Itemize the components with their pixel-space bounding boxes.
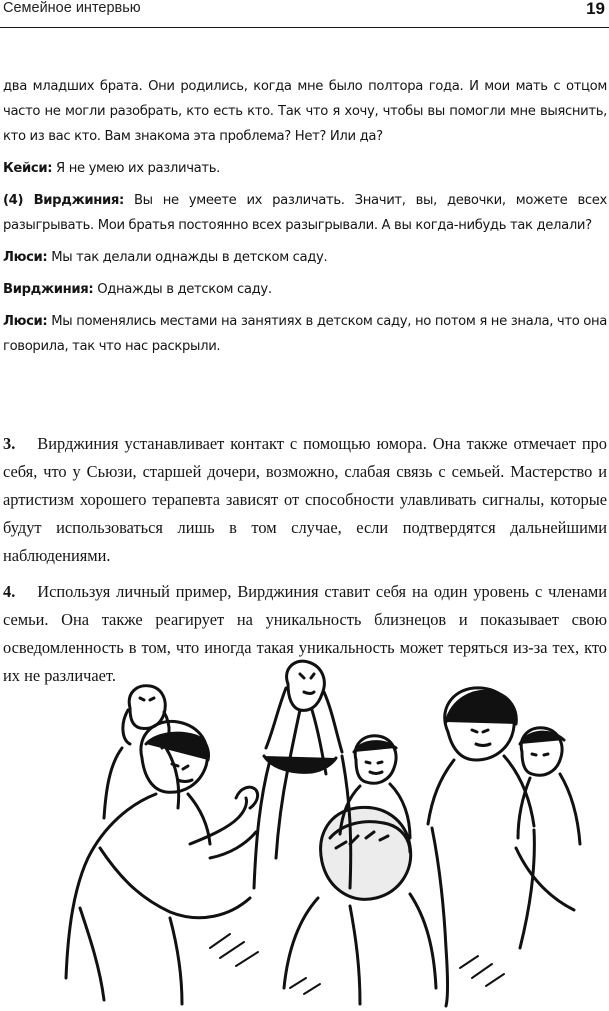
commentary-paragraph (3, 430, 607, 570)
speaker-name: Люси: (3, 314, 48, 329)
therapist-figure (66, 721, 258, 1004)
dialogue-line (3, 245, 607, 270)
speaker-name: Люси: (3, 250, 48, 265)
dialogue-line (3, 277, 607, 302)
section-title: Семейное интервью (3, 0, 141, 16)
note-number: 4. (3, 582, 16, 601)
dialogue-line (3, 188, 607, 238)
dialogue-text: Я не умею их различать. (56, 161, 220, 176)
running-head (0, 0, 609, 28)
dialogue-text: Мы так делали однажды в детском саду. (51, 250, 328, 265)
note-number: 3. (3, 434, 16, 453)
dialogue-text: Вы не умеете их различать. Значит, вы, девочки, можете всех разыгрывать. Мои братья постоянно всех разыгрывали. А вы когда-нибудь так делали? (3, 193, 608, 233)
speaker-name: Кейси: (3, 161, 53, 176)
dialogue-transcript (3, 74, 607, 366)
dialogue-text: Однажды в детском саду. (97, 282, 272, 297)
speaker-name: (4) Вирджиния: (3, 193, 124, 208)
dialogue-text: два младших брата. Они родились, когда мне было полтора года. И мои мать с отцом часто не могли разобрать, кто есть кто. Так что я хочу, чтобы вы помогли мне выяснить, кто из вас кто. Вам знакома эта проблема? Нет? Или да? (3, 79, 607, 144)
page-number: 19 (586, 0, 605, 18)
seated-man-right-figure (428, 688, 534, 1006)
note-text: Используя личный пример, Вирджиния ставит себя на один уровень с членами семьи. Она также реагирует на уникальность близнецов и показывает свою осведомленность в том, что иногда такая уникальность может теряться из-за тех, кто их не различает. (3, 582, 607, 685)
speaker-name: Вирджиния: (3, 282, 94, 297)
note-text: Вирджиния устанавливает контакт с помощью юмора. Она также отмечает про себя, что у Сьюзи, старшей дочери, возможно, слабая связь с семьей. Мастерство и артистизм хорошего терапевта зависят от способности улавливать сигналы, которые будут использоваться лишь в том случае, если подтвердятся дальнейшими наблюдениями. (3, 434, 607, 565)
seated-boy-far-right-figure (516, 728, 580, 910)
seated-figure-back-view (284, 807, 436, 1004)
family-session-illustration (60, 648, 600, 1008)
dialogue-line (3, 74, 607, 149)
dialogue-line (3, 309, 607, 359)
dialogue-line (3, 156, 607, 181)
dialogue-text: Мы поменялись местами на занятиях в детском саду, но потом я не знала, что она говорила, так что нас раскрыли. (3, 314, 608, 354)
